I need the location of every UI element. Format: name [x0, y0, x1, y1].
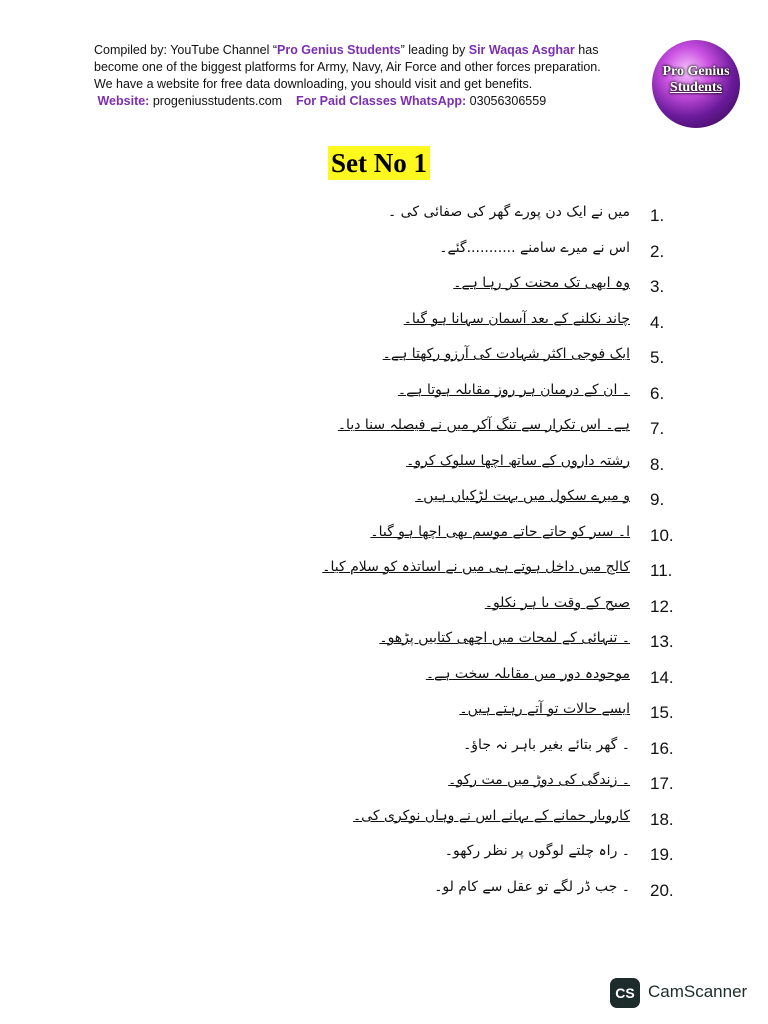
item-number: 6.	[650, 383, 665, 403]
list-item	[0, 697, 768, 733]
header-block	[94, 42, 634, 110]
camscanner-logo-icon: CS	[610, 978, 640, 1008]
item-number: 16.	[650, 738, 674, 758]
item-text: ۔ گھر بتائے بغیر باہر نہ جاؤ۔	[463, 736, 630, 753]
list-item	[0, 733, 768, 769]
item-text: ایسے حالات تو آتے رہتے ہیں۔	[459, 701, 630, 717]
owner-name: Sir Waqas Asghar	[468, 43, 575, 57]
item-text: ا۔ سیر کو جاتے جاتے موسم بھی اچھا ہو گیا۔	[370, 523, 630, 540]
list-item	[0, 413, 768, 449]
item-text: وہ ابھی تک محنت کر رہا ہے۔	[453, 275, 630, 291]
list-item	[0, 839, 768, 875]
item-number: 7.	[650, 419, 665, 438]
item-number: 20.	[650, 880, 674, 900]
item-number: 9.	[650, 490, 665, 509]
whatsapp-number: 03056306559	[469, 94, 547, 108]
item-number: 10.	[650, 525, 674, 545]
line1-tail: has	[574, 43, 599, 57]
channel-name: Pro Genius Students	[277, 43, 401, 57]
list-item	[0, 484, 768, 520]
item-number: 15.	[650, 703, 674, 722]
website-label: Website:	[97, 94, 150, 108]
item-number: 13.	[650, 632, 674, 651]
item-number: 12.	[650, 596, 674, 616]
website-link[interactable]: progeniusstudents.com	[152, 94, 283, 108]
header-line-4	[94, 93, 634, 110]
item-text: صبح کے وقت با ہر نکلو۔	[484, 594, 630, 611]
list-item	[0, 626, 768, 662]
item-text: کالج میں داخل ہوتے ہی میں نے اساتذہ کو سلام کیا۔	[322, 559, 630, 575]
whatsapp-label: For Paid Classes WhatsApp:	[296, 94, 467, 108]
item-text: ۔ راہ چلتے لوگوں پر نظر رکھو۔	[444, 843, 630, 859]
item-text: ۔ تنہائی کے لمحات میں اچھی کتابیں پڑھو۔	[379, 630, 630, 646]
logo-line-1: Pro Genius	[662, 64, 730, 79]
item-text: میں نے ایک دن پورے گھر کی صفائی کی ۔	[388, 204, 630, 220]
header-line-1	[94, 42, 634, 59]
header-line-2: become one of the biggest platforms for Army, Navy, Air Force and other forces preparation.	[94, 60, 601, 74]
item-number: 14.	[650, 667, 674, 687]
list-item	[0, 271, 768, 307]
list-item	[0, 342, 768, 378]
list-item	[0, 520, 768, 556]
list-item	[0, 875, 768, 911]
item-number: 11.	[650, 561, 673, 580]
page-title: Set No 1	[328, 146, 430, 180]
item-text: ۔ ان کے درمیان ہر روز مقابلہ ہوتا ہے۔	[397, 381, 630, 398]
list-item	[0, 449, 768, 485]
leading-by-text: ” leading by	[400, 43, 469, 57]
item-text: ہے۔ اس تکرار سے تنگ آکر میں نے فیصلہ سنا دیا۔	[337, 417, 630, 433]
camscanner-brand: CamScanner	[648, 982, 748, 1001]
item-text: ۔ زندگی کی دوڑ میں مت رکو۔	[448, 772, 630, 788]
item-text: و میرے سکول میں بہت لڑکیاں ہیں۔	[415, 488, 630, 504]
list-item	[0, 591, 768, 627]
item-text: موجودہ دور میں مقابلہ سخت ہے۔	[425, 665, 630, 682]
item-text: ۔ جب ڈر لگے تو عقل سے کام لو۔	[434, 878, 630, 895]
item-text: رشتہ داروں کے ساتھ اچھا سلوک کرو۔	[406, 452, 630, 469]
header-line-3: We have a website for free data downloading, you should visit and get benefits.	[94, 77, 533, 91]
pro-genius-logo	[652, 40, 740, 128]
compiled-by-text: Compiled by: YouTube Channel “	[94, 43, 277, 57]
list-item	[0, 200, 768, 236]
item-text: ایک فوجی اکثر شہادت کی آرزو رکھتا ہے۔	[382, 346, 630, 362]
list-item	[0, 378, 768, 414]
logo-line-2: Students	[669, 80, 723, 95]
item-text: اس نے میرے سامنے ...........گئے۔	[439, 239, 630, 256]
item-text: کاروبار جمانے کے بہانے اس نے وہاں نوکری کی۔	[352, 807, 630, 824]
list-item	[0, 236, 768, 272]
item-number: 19.	[650, 845, 674, 864]
logo-text	[652, 64, 740, 96]
item-number: 18.	[650, 809, 674, 829]
item-number: 1.	[650, 206, 665, 225]
item-number: 5.	[650, 348, 665, 367]
list-item	[0, 662, 768, 698]
item-number: 8.	[650, 454, 665, 474]
item-number: 17.	[650, 774, 674, 793]
list-item	[0, 307, 768, 343]
item-number: 2.	[650, 241, 665, 261]
item-number: 3.	[650, 277, 665, 296]
list-item	[0, 804, 768, 840]
list-item	[0, 768, 768, 804]
item-text: چاند نکلنے کے بعد آسمان سہانا ہو گیا۔	[403, 310, 630, 327]
list-item	[0, 555, 768, 591]
item-number: 4.	[650, 312, 665, 332]
